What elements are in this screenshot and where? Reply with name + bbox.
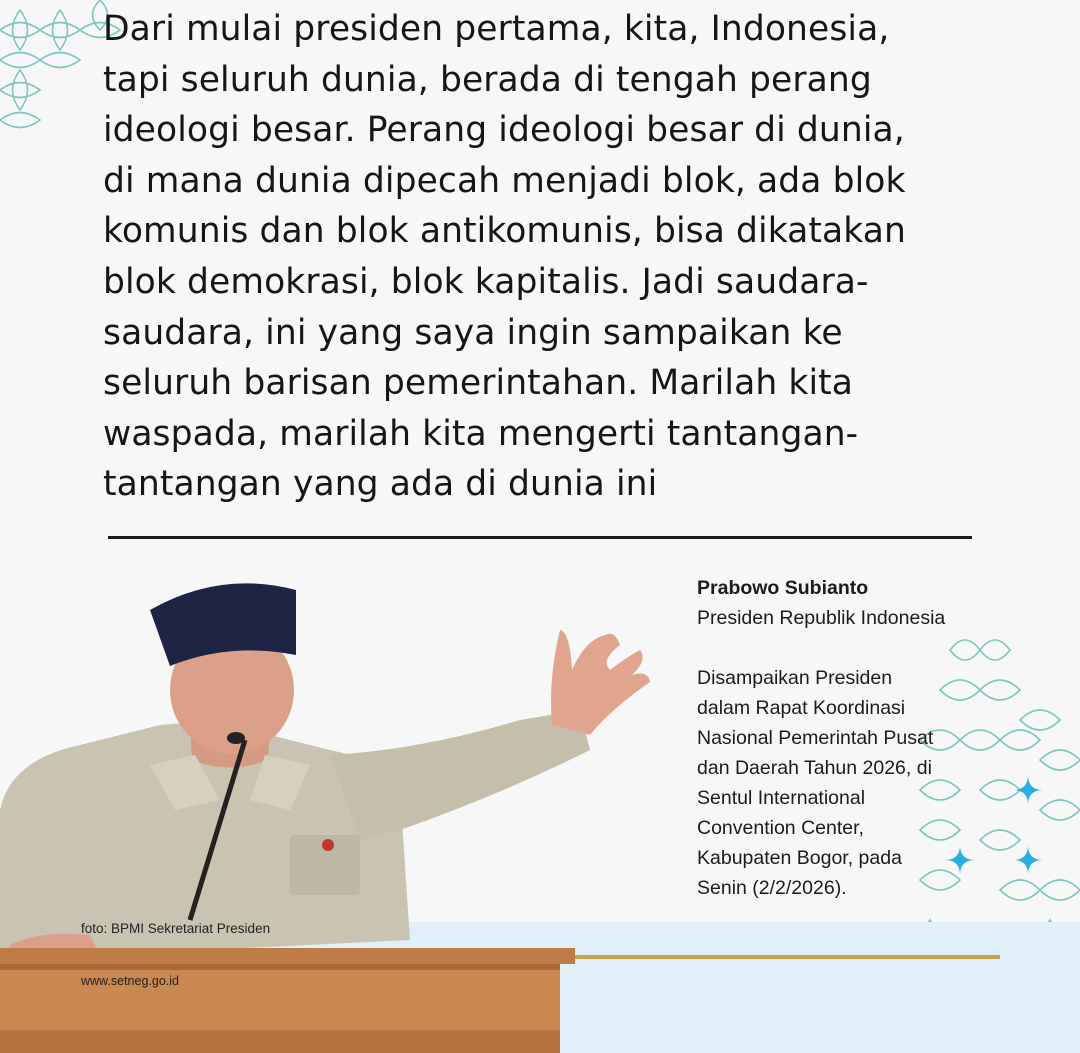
caption-line: Disampaikan Presiden xyxy=(697,667,893,689)
caption-line: Senin (2/2/2026). xyxy=(697,877,847,899)
caption-line: Nasional Pemerintah Pusat xyxy=(697,727,934,749)
quote-line: di mana dunia dipecah menjadi blok, ada blok xyxy=(103,160,906,201)
speaker-info xyxy=(697,573,997,903)
speaker-title: Presiden Republik Indonesia xyxy=(697,607,946,629)
quote-line: tantangan yang ada di dunia ini xyxy=(103,464,658,505)
caption-line: Kabupaten Bogor, pada xyxy=(697,847,902,869)
quote-line: saudara, ini yang saya ingin sampaikan ke xyxy=(103,312,843,353)
caption-line: Sentul International xyxy=(697,787,866,809)
quote-text xyxy=(103,4,983,510)
caption-line: dalam Rapat Koordinasi xyxy=(697,697,906,719)
quote-line: Dari mulai presiden pertama, kita, Indonesia, xyxy=(103,9,890,49)
website-link[interactable]: www.setneg.go.id xyxy=(81,974,179,988)
quote-line: tapi seluruh dunia, berada di tengah perang xyxy=(103,59,872,100)
caption-line: dan Daerah Tahun 2026, di xyxy=(697,757,932,779)
quote-line: blok demokrasi, blok kapitalis. Jadi saudara- xyxy=(103,261,869,302)
speaker-name: Prabowo Subianto xyxy=(697,577,869,599)
caption-line: Convention Center, xyxy=(697,817,864,839)
quote-line: waspada, marilah kita mengerti tantangan- xyxy=(103,413,859,454)
divider xyxy=(108,536,972,539)
quote-line: komunis dan blok antikomunis, bisa dikatakan xyxy=(103,211,906,252)
quote-line: seluruh barisan pemerintahan. Marilah kita xyxy=(103,363,854,404)
photo-credit: foto: BPMI Sekretariat Presiden xyxy=(81,921,271,936)
quote-line: ideologi besar. Perang ideologi besar di dunia, xyxy=(103,110,905,151)
event-caption xyxy=(697,663,997,903)
